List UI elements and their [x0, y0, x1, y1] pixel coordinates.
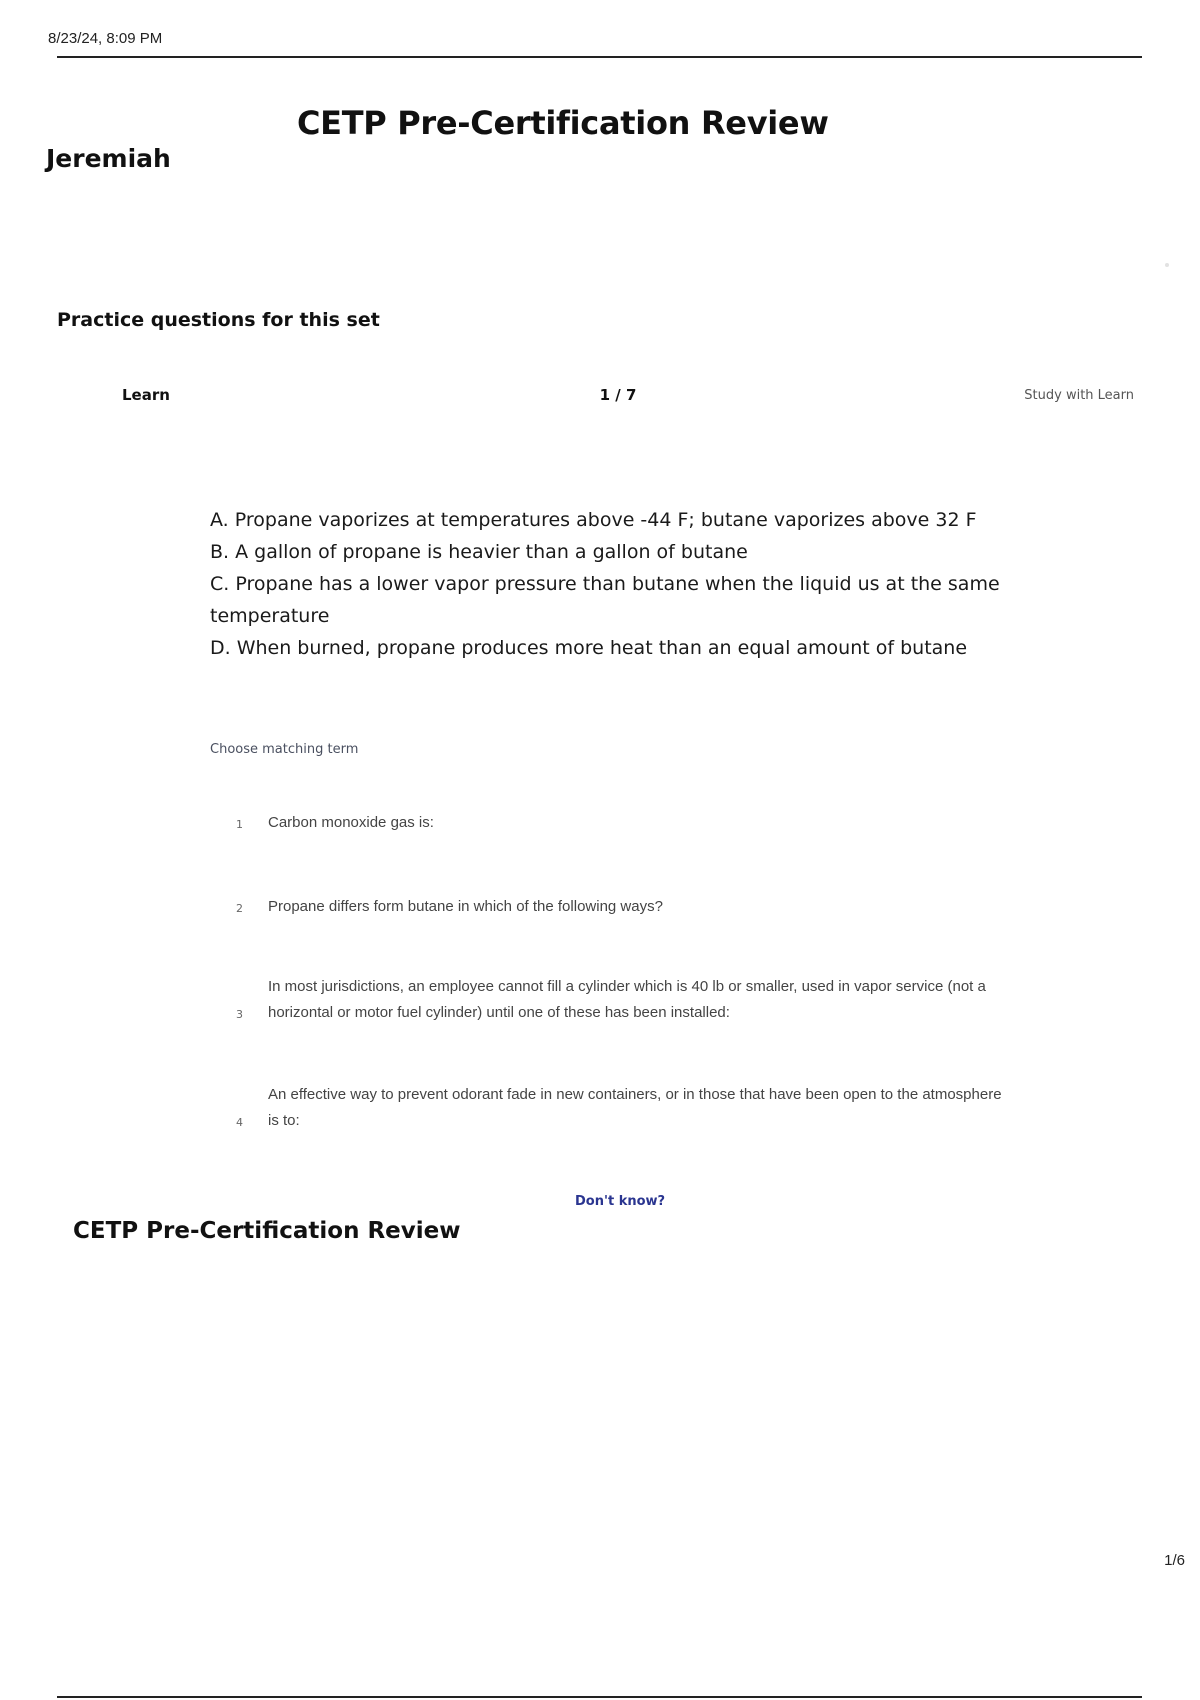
matching-prompt: Choose matching term	[210, 742, 359, 757]
matching-term-2[interactable]	[210, 894, 1030, 924]
term-number: 3	[236, 1008, 243, 1021]
practice-heading: Practice questions for this set	[57, 309, 380, 331]
matching-term-3[interactable]	[210, 974, 1030, 1028]
matching-term-1[interactable]	[210, 810, 1030, 840]
decorative-dot	[1165, 263, 1169, 267]
answer-options-list	[210, 504, 1000, 664]
learn-mode-label[interactable]: Learn	[122, 386, 170, 404]
page-number: 1/6	[1164, 1552, 1185, 1569]
term-text: Carbon monoxide gas is:	[268, 814, 434, 831]
term-number: 1	[236, 818, 243, 831]
header-divider	[57, 56, 1142, 58]
answer-option-b[interactable]: B. A gallon of propane is heavier than a gallon of butane	[210, 541, 748, 563]
author-name[interactable]: Jeremiah	[46, 144, 171, 173]
footer-set-title: CETP Pre-Certification Review	[73, 1218, 461, 1244]
term-text: Propane differs form butane in which of the following ways?	[268, 898, 663, 915]
footer-divider	[57, 1696, 1142, 1698]
answer-option-c[interactable]: C. Propane has a lower vapor pressure than butane when the liquid us at the same temperature	[210, 573, 1000, 627]
print-timestamp: 8/23/24, 8:09 PM	[48, 30, 163, 47]
term-number: 2	[236, 902, 243, 915]
dont-know-button[interactable]: Don't know?	[575, 1194, 666, 1209]
term-number: 4	[236, 1116, 243, 1129]
matching-term-4[interactable]	[210, 1082, 1030, 1136]
answer-option-a[interactable]: A. Propane vaporizes at temperatures above -44 F; butane vaporizes above 32 F	[210, 509, 977, 531]
term-text: An effective way to prevent odorant fade in new containers, or in those that have been open to the atmosphere is to:	[268, 1086, 1002, 1129]
page-title: CETP Pre-Certification Review	[297, 104, 829, 142]
term-text: In most jurisdictions, an employee cannot fill a cylinder which is 40 lb or smaller, used in vapor service (not a horizontal or motor fuel cylinder) until one of these has been installed:	[268, 978, 986, 1021]
study-with-learn-link[interactable]: Study with Learn	[1024, 388, 1134, 403]
answer-option-d[interactable]: D. When burned, propane produces more heat than an equal amount of butane	[210, 637, 968, 659]
progress-counter: 1 / 7	[599, 386, 637, 404]
